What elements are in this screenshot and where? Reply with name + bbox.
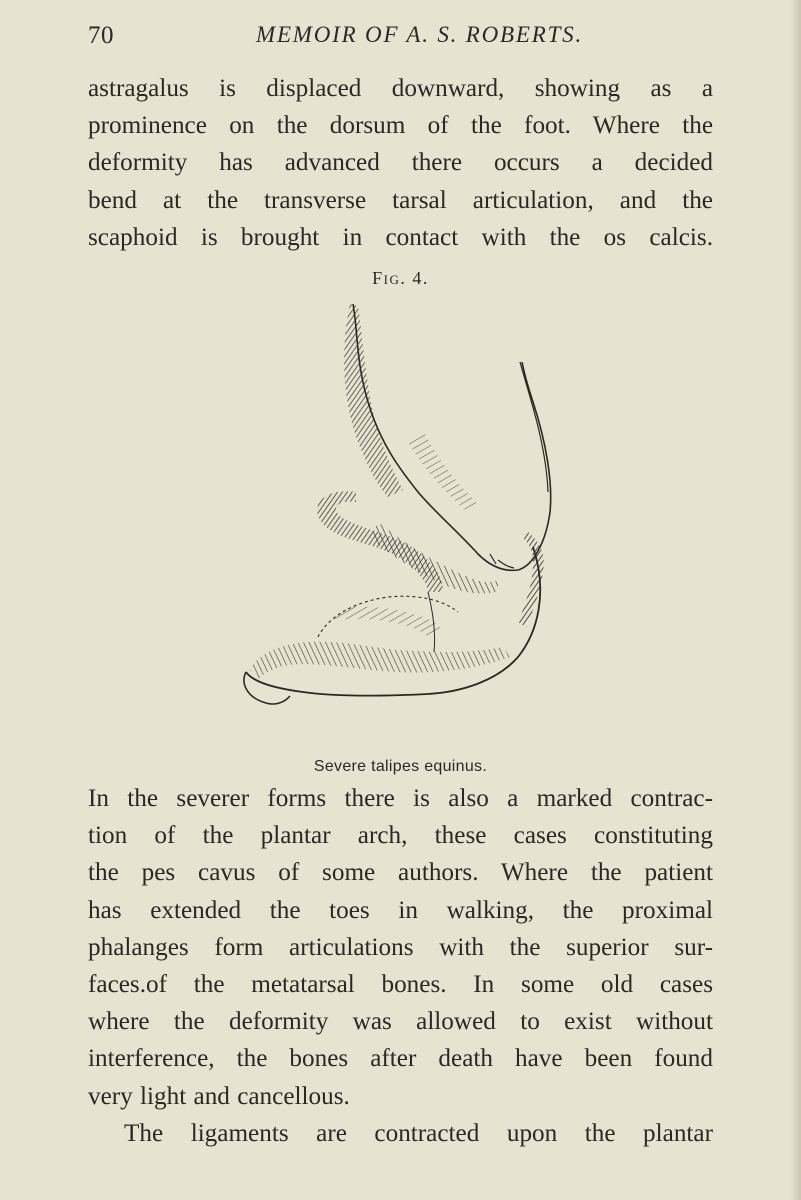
leg-shading [344, 304, 403, 497]
page-edge-shadow [791, 0, 801, 1200]
toe-shading [250, 642, 510, 680]
text-line: where the deformity was allowed to exist without [88, 1008, 713, 1036]
figure-caption: Severe talipes equinus. [313, 758, 488, 775]
text-line: In the severer forms there is also a marked contrac- [88, 785, 713, 812]
figure-label: Fig. 4. [372, 268, 429, 288]
ankle-shading [408, 432, 478, 512]
text-line: interference, the bones after death have been found [88, 1045, 713, 1073]
text-line: deformity has advanced there occurs a decided [88, 149, 713, 177]
paragraph-2 [88, 780, 713, 1152]
text-line: scaphoid is brought in contact with the os calcis. [88, 223, 713, 251]
text-line: prominence on the dorsum of the foot. Where the [88, 112, 713, 140]
text-line: phalanges form articulations with the superior sur- [88, 933, 713, 961]
text-line: faces.of the metatarsal bones. In some old cases [88, 971, 713, 999]
text-line: the pes cavus of some authors. Where the patient [88, 859, 713, 887]
page-header [88, 22, 728, 56]
text-line: The ligaments are contracted upon the plantar [124, 1119, 713, 1147]
sole-hatch [333, 607, 443, 637]
text-line: tion of the plantar arch, these cases constituting [88, 822, 713, 850]
text-line: astragalus is displaced downward, showing as a [88, 75, 713, 102]
text-line: very light and cancellous. [88, 1082, 350, 1110]
running-head: MEMOIR OF A. S. ROBERTS. [256, 22, 584, 47]
text-line: bend at the transverse tarsal articulation, and the [88, 186, 713, 214]
page-number: 70 [88, 22, 114, 49]
paragraph-1 [88, 70, 713, 256]
text-line: has extended the toes in walking, the proximal [88, 896, 713, 924]
foot-illustration [228, 292, 568, 732]
front-leg-line [520, 362, 548, 492]
